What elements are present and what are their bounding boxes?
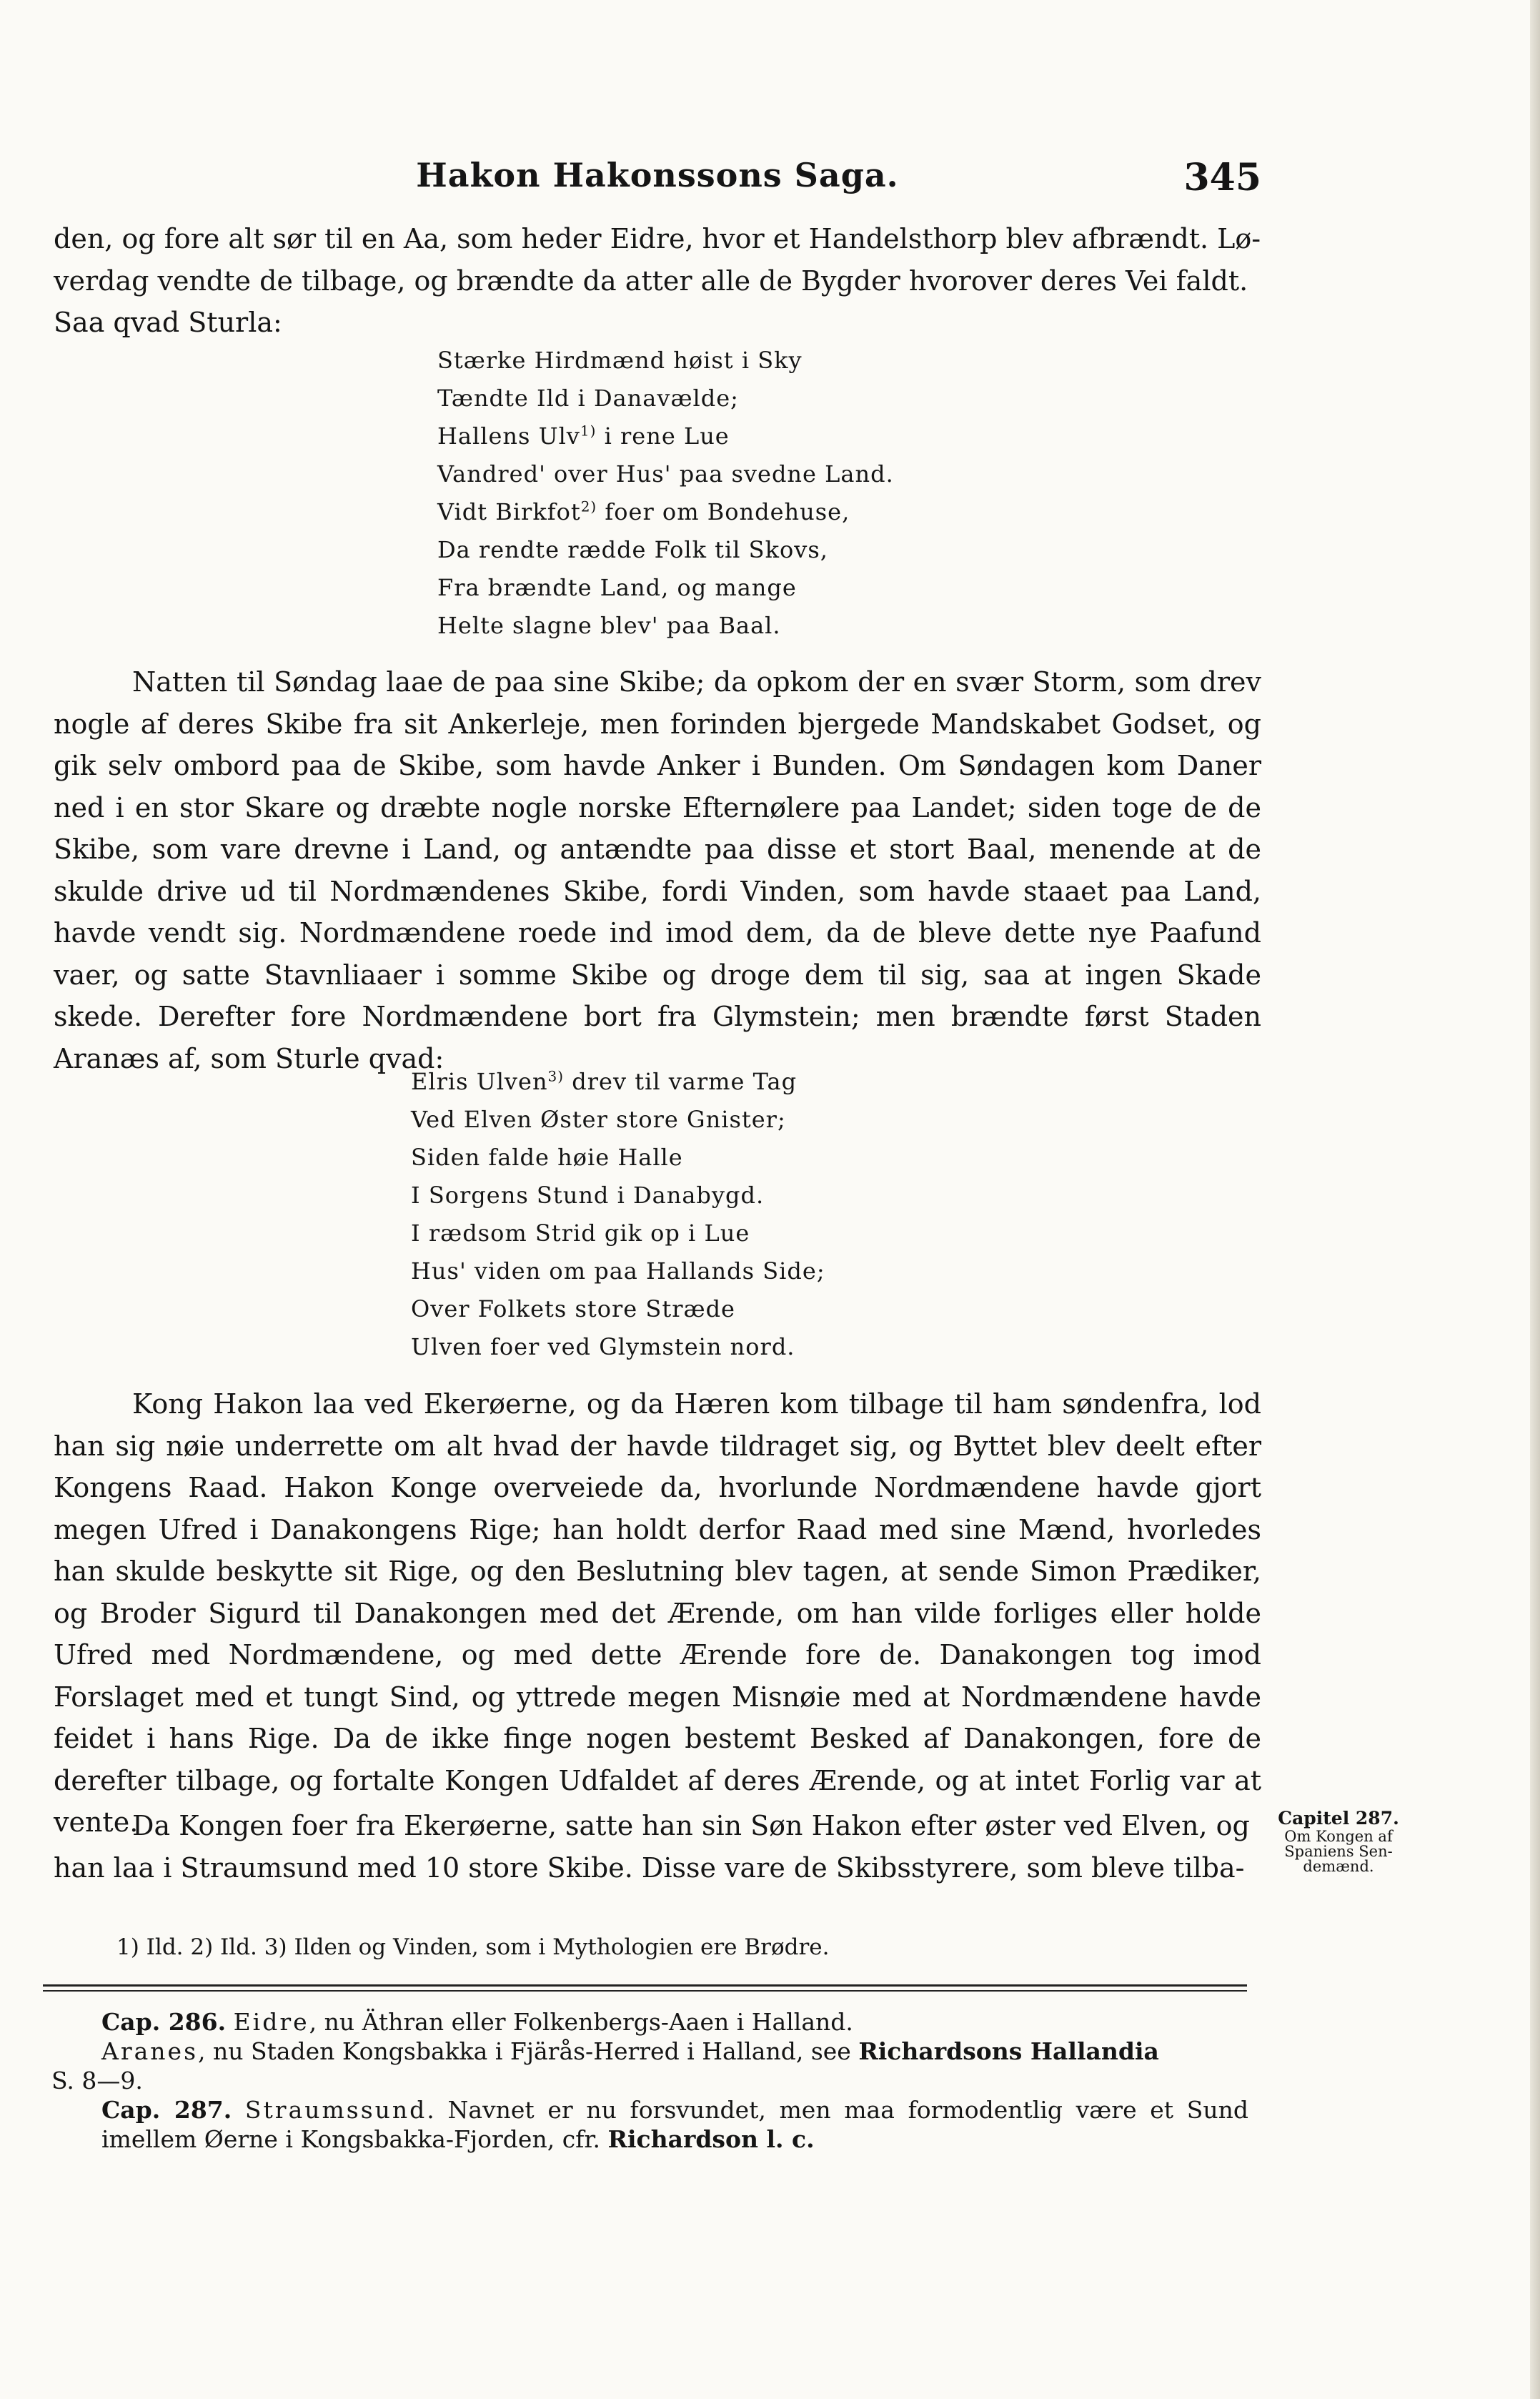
paragraph-2-text: Natten til Søndag laae de paa sine Skibe; da opkom der en svær Storm, som drev nogle af deres Skibe fra sit Ankerleje, men forinden bjergede Mandskabet Godset, og gik selv ombord paa de Skibe, som havde Anker i Bunden. Om Søndagen kom Daner ned i en stor Skare og dræbte nogle norske Efternølere paa Landet; siden toge de de Skibe, som vare drevne i Land, og antændte paa disse et stort Baal, menende at de skulde drive ud til Nordmændenes Skibe, fordi Vinden, som havde staaet paa Land, havde vendt sig. Nordmændene roede ind imod dem, da de bleve dette nye Paafund vaer, og satte Stavnliaaer i somme Skibe og droge dem til sig, saa at ingen Skade skede. Derefter fore Nordmændene bort fra Glymstein; men brændte først Staden Aranæs af, som Sturle qvad: [54,666,1261,1074]
note-term: Aranes [101,2037,198,2065]
verse-line: Tændte Ild i Danavælde; [437,385,739,412]
paragraph-1-line: den, og fore alt sør til en Aa, som heder Eidre, hvor et Handelsthorp blev afbrændt. Lø- [54,223,1261,254]
running-header [54,156,1261,206]
margin-note-line: demænd. [1303,1858,1374,1875]
note-text: , nu Äthran eller Folkenbergs-Aaen i Halland. [309,2008,853,2036]
note-text: , nu Staden Kongsbakka i Fjärås-Herred i Halland, see [198,2037,859,2065]
paragraph-4-line: Da Kongen foer fra Ekerøerne, satte han sin Søn Hakon efter øster ved Elven, og [132,1810,1250,1841]
note-continuation: S. 8—9. [51,2067,143,2094]
note-cap-287 [51,2095,1248,2154]
verse-line: Fra brændte Land, og mange [437,574,797,601]
verse-text: Hallens Ulv [437,422,580,450]
verse-text: Vidt Birkfot [437,498,581,525]
paragraph-3-text: Kong Hakon laa ved Ekerøerne, og da Hæren kom tilbage til ham søndenfra, lod han sig nøie underrette om alt hvad der havde tildraget sig, og Byttet blev deelt efter Kongens Raad. Hakon Konge overveiede da, hvorlunde Nordmændene havde gjort megen Ufred i Danakongens Rige; han holdt derfor Raad med sine Mænd, hvorledes han skulde beskytte sit Rige, og den Beslutning blev tagen, at sende Simon Prædiker, og Broder Sigurd til Danakongen med det Ærende, om han vilde forliges eller holde Ufred med Nordmændene, og med dette Ærende fore de. Danakongen tog imod Forslaget med et tungt Sind, og yttrede megen Misnøie med at Nordmændene havde feidet i hans Rige. Da de ikke finge nogen bestemt Besked af Danakongen, fore de derefter tilbage, og fortalte Kongen Udfaldet af deres Ærende, og at intet Forlig var at vente. [54,1388,1261,1838]
verse-1 [437,342,894,645]
verse-line: Siden falde høie Halle [411,1144,683,1171]
note-term: Straumssund [244,2096,427,2124]
paragraph-3 [54,1383,1261,1844]
verse-line: Stærke Hirdmænd høist i Sky [437,347,803,374]
note-citation: Richardsons Hallandia [858,2037,1159,2065]
note-reference: Cap. 287. [101,2096,232,2124]
verse-line: Vandred' over Hus' paa svedne Land. [437,460,894,488]
margin-note-line: Spaniens Sen- [1284,1843,1393,1860]
verse-line: Da rendte rædde Folk til Skovs, [437,536,828,563]
verse-line [437,417,894,455]
footnote-marker: 3) [547,1067,565,1085]
verse-line: Over Folkets store Stræde [411,1295,735,1322]
double-rule-bottom [43,1990,1247,1992]
running-title: Hakon Hakonssons Saga. [416,156,899,194]
verse-line: Helte slagne blev' paa Baal. [437,612,781,639]
page-edge [1530,0,1540,2399]
margin-note-line: Om Kongen af [1284,1828,1393,1845]
verse-line [411,1063,825,1101]
verse-line: I Sorgens Stund i Danabygd. [411,1182,765,1209]
paragraph-2 [54,661,1261,1079]
footnote-marker: 2) [580,498,597,515]
margin-chapter-label: Capitel 287. [1278,1808,1399,1829]
verse-text: i rene Lue [596,422,730,450]
editorial-notes [51,2007,1248,2154]
verse-text: drev til varme Tag [564,1068,798,1095]
double-rule-top [43,1984,1247,1987]
verse-text: foer om Bondehuse, [597,498,850,525]
verse-text: Elris Ulven [411,1068,548,1095]
verse-line: Ulven foer ved Glymstein nord. [411,1333,795,1360]
paragraph-1-line: verdag vendte de tilbage, og brændte da atter alle de Bygder hvorover deres Vei faldt. [54,264,1248,297]
note-text: . Navnet er nu forsvundet, men maa formodentlig være et Sund imellem Øerne i Kongsbakka-Fjorden, cfr. [101,2096,1248,2153]
footnote-marker: 1) [580,422,597,440]
paragraph-4-line: han laa i Straumsund med 10 store Skibe. Disse vare de Skibsstyrere, som bleve tilba- [54,1851,1245,1884]
verse-2 [411,1063,825,1366]
note-citation: Richardson l. c. [607,2125,815,2153]
paragraph-4 [54,1805,1261,1889]
verse-line: I rædsom Strid gik op i Lue [411,1220,750,1247]
note-aranes [51,2037,1248,2066]
note-reference: Cap. 286. [101,2008,227,2036]
note-term: Eidre [233,2008,309,2036]
verse-line: Hus' viden om paa Hallands Side; [411,1257,825,1285]
paragraph-1-line: Saa qvad Sturla: [54,307,282,338]
margin-note [1263,1808,1414,1875]
verse-line [437,493,894,531]
verse-line: Ved Elven Øster store Gnister; [411,1106,786,1133]
note-cap-286 [51,2007,1248,2037]
footnotes: 1) Ild. 2) Ild. 3) Ilden og Vinden, som i Mythologien ere Brødre. [116,1934,830,1960]
paragraph-1 [54,218,1261,344]
page-number: 345 [1183,156,1261,199]
